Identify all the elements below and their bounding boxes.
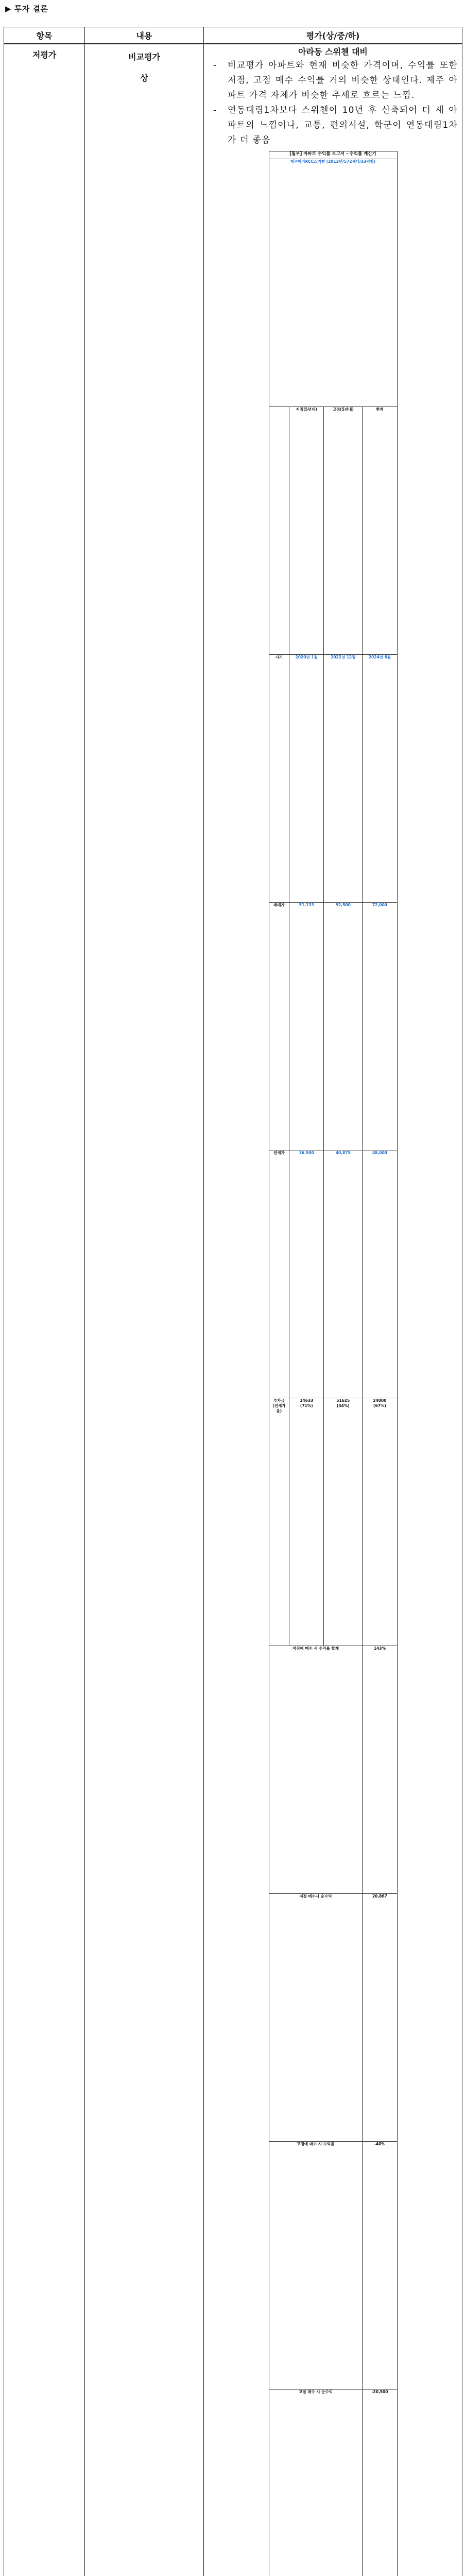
report-row-label: 투자금 (전세가 율) <box>269 1398 289 1646</box>
report-cell: 48,000 <box>363 1150 397 1398</box>
report-cell: 36,500 <box>289 1150 324 1398</box>
content-cell <box>85 44 204 2576</box>
evaluation-title: 아라동 스위첸 대비 <box>208 46 458 58</box>
grade-label: 상 <box>85 73 203 83</box>
report-cell: 51,133 <box>289 903 324 1150</box>
report-cell: 24000 (67%) <box>363 1398 397 1646</box>
report-summary-value: -20,500 <box>363 2389 397 2576</box>
report-cell: 2022년 12월 <box>324 655 363 903</box>
evaluation-cell <box>204 44 462 2576</box>
report-row-label: 전세가 <box>269 1150 289 1398</box>
report-cell: 2024년 6월 <box>363 655 397 903</box>
report-title: [월부] 아파트 수익률 보고서 - 수익률 계산기 <box>269 151 397 159</box>
report-col-header: 현재 <box>363 407 397 655</box>
header-evaluation: 평가(상/중/하) <box>204 27 462 44</box>
item-cell <box>4 44 85 2576</box>
bullet-dash: - <box>208 58 228 103</box>
report-image <box>208 151 458 2576</box>
report-summary-label: 저점에 매수 시 수익률 합계 <box>269 1646 363 1894</box>
report-summary-value: 20,867 <box>363 1894 397 2142</box>
report-col-header: 저점(5년내) <box>289 407 324 655</box>
report-subtitle: 제주아라KCC스위첸 (2012년/572세대/33평형) <box>269 159 397 407</box>
header-item: 항목 <box>4 27 85 44</box>
report-summary-value: 143% <box>363 1646 397 1894</box>
return-report-table <box>269 151 398 2576</box>
report-cell: 40,875 <box>324 1150 363 1398</box>
report-summary-label: 고점 매수 시 순수익 <box>269 2389 363 2576</box>
report-cell: 2020년 1월 <box>289 655 324 903</box>
section-heading: ▶ 투자 결론 <box>5 3 48 14</box>
report-cell: 92,500 <box>324 903 363 1150</box>
table-header-row <box>4 27 462 44</box>
bullet-text: 연동대림1차보다 스위첸이 10년 후 신축되어 더 새 아파트의 느낌이나, 교통, 편의시설, 학군이 연동대림1차가 더 좋음 <box>228 103 458 148</box>
content-label: 비교평가 <box>128 52 160 62</box>
report-col-header: 고점(5년내) <box>324 407 363 655</box>
bullet-text: 비교평가 아파트와 현재 비슷한 가격이며, 수익률 또한 저점, 고점 매수 수익률 거의 비슷한 상태인다. 제주 아파트 가격 자체가 비슷한 추세로 흐르는 느낌. <box>228 58 458 103</box>
evaluation-bullet <box>208 103 458 148</box>
evaluation-bullet <box>208 58 458 103</box>
report-cell: 14633 (71%) <box>289 1398 324 1646</box>
report-summary-value: -40% <box>363 2142 397 2389</box>
report-corner <box>269 407 289 655</box>
table-row <box>4 44 462 2576</box>
report-row-label: 매매가 <box>269 903 289 1150</box>
report-row-label: 시기 <box>269 655 289 903</box>
bullet-dash: - <box>208 103 228 148</box>
report-cell: 72,000 <box>363 903 397 1150</box>
report-cell: 51625 (44%) <box>324 1398 363 1646</box>
conclusion-table <box>4 27 462 2576</box>
header-content: 내용 <box>85 27 204 44</box>
report-summary-label: 저점 매수시 순수익 <box>269 1894 363 2142</box>
item-label: 저평가 <box>32 50 56 60</box>
report-summary-label: 고점에 매수 시 수익률 <box>269 2142 363 2389</box>
